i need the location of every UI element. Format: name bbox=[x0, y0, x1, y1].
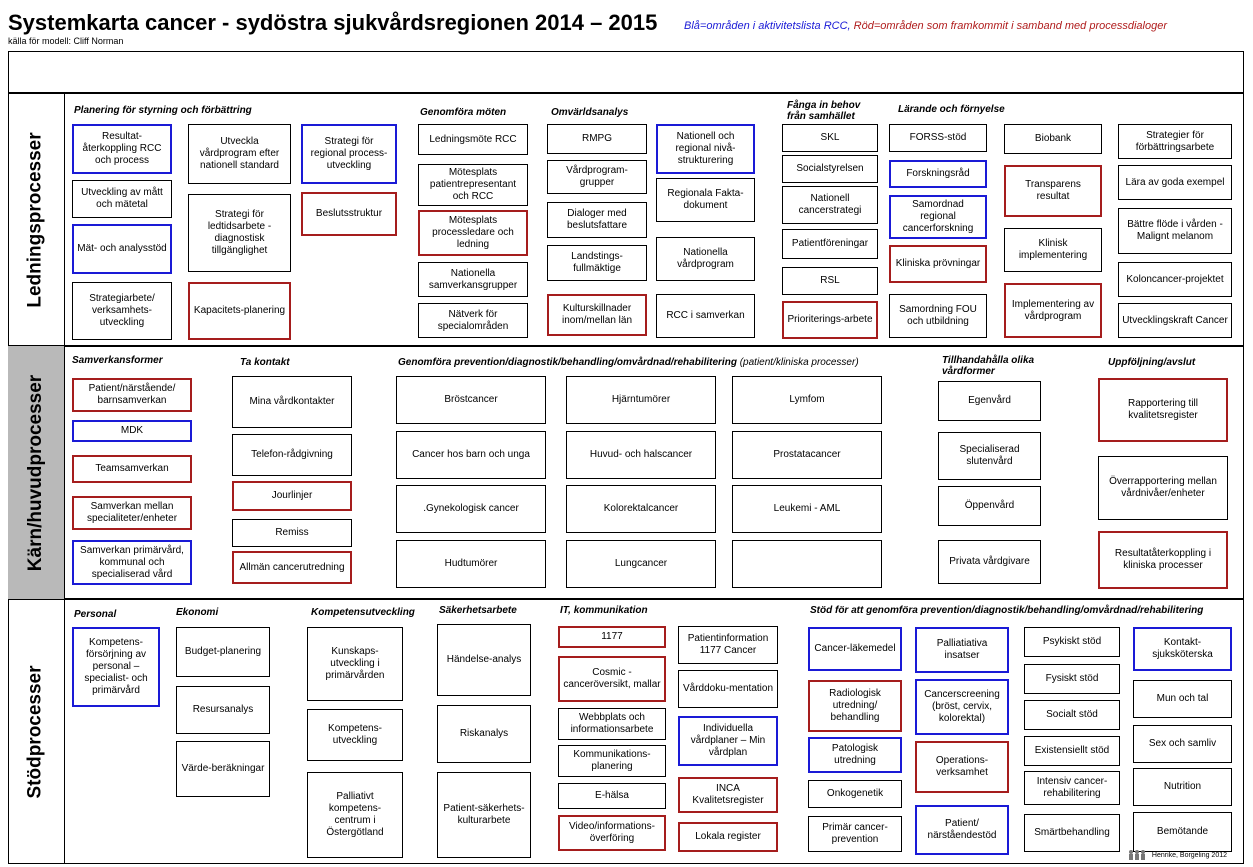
box-utvecklingskraft: Utvecklingskraft Cancer bbox=[1118, 303, 1232, 338]
empty-top-box bbox=[8, 51, 1244, 93]
box-biobank: Biobank bbox=[1004, 124, 1102, 154]
footer-text: Henrike, Borgeling 2012 bbox=[1151, 851, 1227, 859]
sidebar-ledningsprocesser: Ledningsprocesser bbox=[8, 93, 65, 346]
box-samordning-fou: Samordning FOU och utbildning bbox=[889, 294, 987, 338]
box-lokala-register: Lokala register bbox=[678, 822, 778, 852]
box-mina-vardkontakter: Mina vårdkontakter bbox=[232, 376, 352, 428]
box-landstingsfullmaktige: Landstings-fullmäktige bbox=[547, 245, 647, 281]
box-prioriteringsarbete: Prioriterings-arbete bbox=[782, 301, 878, 339]
box-natverk: Nätverk för specialområden bbox=[418, 303, 528, 338]
header-stod-for: Stöd för att genomföra prevention/diagnostik/behandling/omvårdnad/rehabilitering bbox=[810, 605, 1204, 616]
box-privata-vardgivare: Privata vårdgivare bbox=[938, 540, 1041, 584]
header-uppfoljning: Uppföljning/avslut bbox=[1108, 357, 1196, 368]
box-regionala-faktadokument: Regionala Fakta-dokument bbox=[656, 178, 755, 222]
box-patientforeningar: Patientföreningar bbox=[782, 229, 878, 259]
box-utveckla-vardprogram: Utveckla vårdprogram efter nationell standard bbox=[188, 124, 291, 184]
box-sex-och-samliv: Sex och samliv bbox=[1133, 725, 1232, 763]
box-patient-narstaende: Patient/närstående/ barnsamverkan bbox=[72, 378, 192, 412]
header-planering: Planering för styrning och förbättring bbox=[74, 105, 252, 116]
box-resultataterkoppling: Resultat-återkoppling RCC och process bbox=[72, 124, 172, 174]
box-socialstyrelsen: Socialstyrelsen bbox=[782, 155, 878, 183]
box-beslutsstruktur: Beslutsstruktur bbox=[301, 192, 397, 236]
header-larande: Lärande och förnyelse bbox=[898, 104, 1005, 115]
box-utveckling-matt: Utveckling av mått och mätetal bbox=[72, 180, 172, 218]
box-vardprogramgrupper: Vårdprogram-grupper bbox=[547, 160, 647, 194]
box-operationsverksamhet: Operations-verksamhet bbox=[915, 741, 1009, 793]
box-radiologisk: Radiologisk utredning/ behandling bbox=[808, 680, 902, 732]
box-existensiellt-stod: Existensiellt stöd bbox=[1024, 736, 1120, 766]
box-individuella-vardplaner: Individuella vårdplaner – Min vårdplan bbox=[678, 716, 778, 766]
box-inca: INCA Kvalitetsregister bbox=[678, 777, 778, 813]
box-rsl: RSL bbox=[782, 267, 878, 295]
box-empty bbox=[732, 540, 882, 588]
box-kunskapsutveckling: Kunskaps-utveckling i primärvården bbox=[307, 627, 403, 701]
box-patientsakerhet: Patient-säkerhets-kulturarbete bbox=[437, 772, 531, 858]
box-socialt-stod: Socialt stöd bbox=[1024, 700, 1120, 730]
box-kolorektalcancer: Kolorektalcancer bbox=[566, 485, 716, 533]
box-jourlinjer: Jourlinjer bbox=[232, 481, 352, 511]
box-webbplats: Webbplats och informationsarbete bbox=[558, 708, 666, 740]
box-vardeberakningar: Värde-beräkningar bbox=[176, 741, 270, 797]
box-hjarntumorer: Hjärntumörer bbox=[566, 376, 716, 424]
box-motesplats-processledare: Mötesplats processledare och ledning bbox=[418, 210, 528, 256]
box-prostatacancer: Prostatacancer bbox=[732, 431, 882, 479]
box-kulturskillnader: Kulturskillnader inom/mellan län bbox=[547, 294, 647, 336]
box-mat-analysstod: Mät- och analysstöd bbox=[72, 224, 172, 274]
box-budgetplanering: Budget-planering bbox=[176, 627, 270, 677]
box-forss-stod: FORSS-stöd bbox=[889, 124, 987, 152]
box-kommunikationsplanering: Kommunikations-planering bbox=[558, 745, 666, 777]
box-teamsamverkan: Teamsamverkan bbox=[72, 455, 192, 483]
box-implementering-vardprogram: Implementering av vårdprogram bbox=[1004, 283, 1102, 338]
box-hudtumorer: Hudtumörer bbox=[396, 540, 546, 588]
box-transparens: Transparens resultat bbox=[1004, 165, 1102, 217]
box-forskningsrad: Forskningsråd bbox=[889, 160, 987, 188]
legend-blue: Blå=områden i aktivitetslista RCC, bbox=[684, 20, 851, 32]
box-rcc-samverkan: RCC i samverkan bbox=[656, 294, 755, 338]
box-rapportering-kvalitetsregister: Rapportering till kvalitetsregister bbox=[1098, 378, 1228, 442]
box-remiss: Remiss bbox=[232, 519, 352, 547]
box-brostcancer: Bröstcancer bbox=[396, 376, 546, 424]
box-skl: SKL bbox=[782, 124, 878, 152]
header-personal: Personal bbox=[74, 609, 117, 620]
color-legend bbox=[684, 20, 1167, 32]
box-fysiskt-stod: Fysiskt stöd bbox=[1024, 664, 1120, 694]
people-icon bbox=[1126, 849, 1148, 861]
box-kliniska-provningar: Kliniska prövningar bbox=[889, 245, 987, 283]
header-ta-kontakt: Ta kontakt bbox=[240, 357, 290, 368]
box-motesplats-patient: Mötesplats patientrepresentant och RCC bbox=[418, 164, 528, 206]
box-lara-goda-exempel: Lära av goda exempel bbox=[1118, 165, 1232, 200]
box-samordnad-forskning: Samordnad regional cancerforskning bbox=[889, 195, 987, 239]
source-note: källa för modell: Cliff Norman bbox=[8, 36, 124, 46]
box-cancerscreening: Cancerscreening (bröst, cervix, kolorektal) bbox=[915, 679, 1009, 735]
box-allman-cancerutredning: Allmän cancerutredning bbox=[232, 551, 352, 584]
header-kompetens: Kompetensutveckling bbox=[311, 607, 415, 618]
box-ledningsmote: Ledningsmöte RCC bbox=[418, 124, 528, 155]
header-sakerhet: Säkerhetsarbete bbox=[439, 605, 517, 616]
header-ekonomi: Ekonomi bbox=[176, 607, 219, 618]
box-kompetensforsorjning: Kompetens-försörjning av personal – specialist- och primärvård bbox=[72, 627, 160, 707]
box-riskanalys: Riskanalys bbox=[437, 705, 531, 763]
box-gynekologisk-cancer: .Gynekologisk cancer bbox=[396, 485, 546, 533]
box-kontaktsjukskoterska: Kontakt-sjuksköterska bbox=[1133, 627, 1232, 671]
box-rmpg: RMPG bbox=[547, 124, 647, 154]
header-genomfora-prevention: Genomföra prevention/diagnostik/behandling/omvårdnad/rehabilitering (patient/kliniska processer) bbox=[398, 357, 859, 368]
box-strategi-ledtid: Strategi för ledtidsarbete - diagnostisk tillgänglighet bbox=[188, 194, 291, 272]
box-primar-prevention: Primär cancer-prevention bbox=[808, 816, 902, 852]
box-patientinformation-1177: Patientinformation 1177 Cancer bbox=[678, 626, 778, 664]
box-battre-flode: Bättre flöde i vården - Malignt melanom bbox=[1118, 208, 1232, 254]
box-nationell-cancerstrategi: Nationell cancerstrategi bbox=[782, 186, 878, 224]
box-nutrition: Nutrition bbox=[1133, 768, 1232, 806]
box-nationella-samverkansgrupper: Nationella samverkansgrupper bbox=[418, 262, 528, 297]
box-palliativt-kompetenscentrum: Palliativt kompetens-centrum i Östergötland bbox=[307, 772, 403, 858]
header-genomfora-moten: Genomföra möten bbox=[420, 107, 507, 118]
box-e-halsa: E-hälsa bbox=[558, 783, 666, 809]
box-nationella-vardprogram: Nationella vårdprogram bbox=[656, 237, 755, 281]
box-samverkan-primarvard: Samverkan primärvård, kommunal och specialiserad vård bbox=[72, 540, 192, 585]
box-strategi-regional: Strategi för regional process-utveckling bbox=[301, 124, 397, 184]
box-onkogenetik: Onkogenetik bbox=[808, 780, 902, 808]
box-video-informationsoverforing: Video/informations-överföring bbox=[558, 815, 666, 851]
header-it: IT, kommunikation bbox=[560, 605, 648, 616]
box-1177: 1177 bbox=[558, 626, 666, 648]
box-palliativa-insatser: Palliatiativa insatser bbox=[915, 627, 1009, 673]
box-koloncancerprojektet: Koloncancer-projektet bbox=[1118, 262, 1232, 297]
box-patient-narstaendestod: Patient/ närståendestöd bbox=[915, 805, 1009, 855]
box-kompetensutveckling: Kompetens-utveckling bbox=[307, 709, 403, 761]
box-handelseanalys: Händelse-analys bbox=[437, 624, 531, 696]
box-klinisk-implementering: Klinisk implementering bbox=[1004, 228, 1102, 272]
box-dialoger: Dialoger med beslutsfattare bbox=[547, 202, 647, 238]
box-strategiarbete: Strategiarbete/ verksamhets-utveckling bbox=[72, 282, 172, 340]
header-omvarldsanalys: Omvärldsanalys bbox=[551, 107, 629, 118]
box-mdk: MDK bbox=[72, 420, 192, 442]
box-cosmic: Cosmic - canceröversikt, mallar bbox=[558, 656, 666, 702]
sidebar-karnprocesser: Kärn/huvudprocesser bbox=[8, 346, 65, 599]
box-strategier-forbattring: Strategier för förbättringsarbete bbox=[1118, 124, 1232, 159]
box-huvud-halscancer: Huvud- och halscancer bbox=[566, 431, 716, 479]
box-bemotande: Bemötande bbox=[1133, 812, 1232, 852]
box-nationell-regional: Nationell och regional nivå-strukturering bbox=[656, 124, 755, 174]
box-patologisk: Patologisk utredning bbox=[808, 737, 902, 773]
footer-credit bbox=[1126, 849, 1227, 861]
legend-red: Röd=områden som framkommit i samband med processdialoger bbox=[853, 20, 1167, 32]
box-resultataterkoppling-kliniska: Resultatåterkoppling i kliniska processer bbox=[1098, 531, 1228, 589]
box-overrapportering: Överrapportering mellan vårdnivåer/enheter bbox=[1098, 456, 1228, 520]
header-samverkansformer: Samverkansformer bbox=[72, 355, 163, 366]
box-cancerlakemedel: Cancer-läkemedel bbox=[808, 627, 902, 671]
header-fanga-in: Fånga in behov från samhället bbox=[787, 100, 861, 122]
box-smartbehandling: Smärtbehandling bbox=[1024, 814, 1120, 852]
box-telefonradgivning: Telefon-rådgivning bbox=[232, 434, 352, 476]
box-psykiskt-stod: Psykiskt stöd bbox=[1024, 627, 1120, 657]
box-kapacitetsplanering: Kapacitets-planering bbox=[188, 282, 291, 340]
box-oppenvard: Öppenvård bbox=[938, 486, 1041, 526]
box-leukemi-aml: Leukemi - AML bbox=[732, 485, 882, 533]
box-mun-och-tal: Mun och tal bbox=[1133, 680, 1232, 718]
box-samverkan-specialiteter: Samverkan mellan specialiteter/enheter bbox=[72, 496, 192, 530]
header-tillhandahalla: Tillhandahålla olika vårdformer bbox=[942, 355, 1035, 377]
box-varddokumentation: Vårddoku-mentation bbox=[678, 670, 778, 708]
page-title: Systemkarta cancer - sydöstra sjukvårdsregionen 2014 – 2015 bbox=[8, 10, 658, 35]
box-specialiserad-slutenvard: Specialiserad slutenvård bbox=[938, 432, 1041, 480]
box-lymfom: Lymfom bbox=[732, 376, 882, 424]
box-intensiv-rehabilitering: Intensiv cancer-rehabilitering bbox=[1024, 771, 1120, 805]
box-cancer-barn-unga: Cancer hos barn och unga bbox=[396, 431, 546, 479]
sidebar-stodprocesser: Stödprocesser bbox=[8, 599, 65, 864]
box-lungcancer: Lungcancer bbox=[566, 540, 716, 588]
box-egenvard: Egenvård bbox=[938, 381, 1041, 421]
box-resursanalys: Resursanalys bbox=[176, 686, 270, 734]
